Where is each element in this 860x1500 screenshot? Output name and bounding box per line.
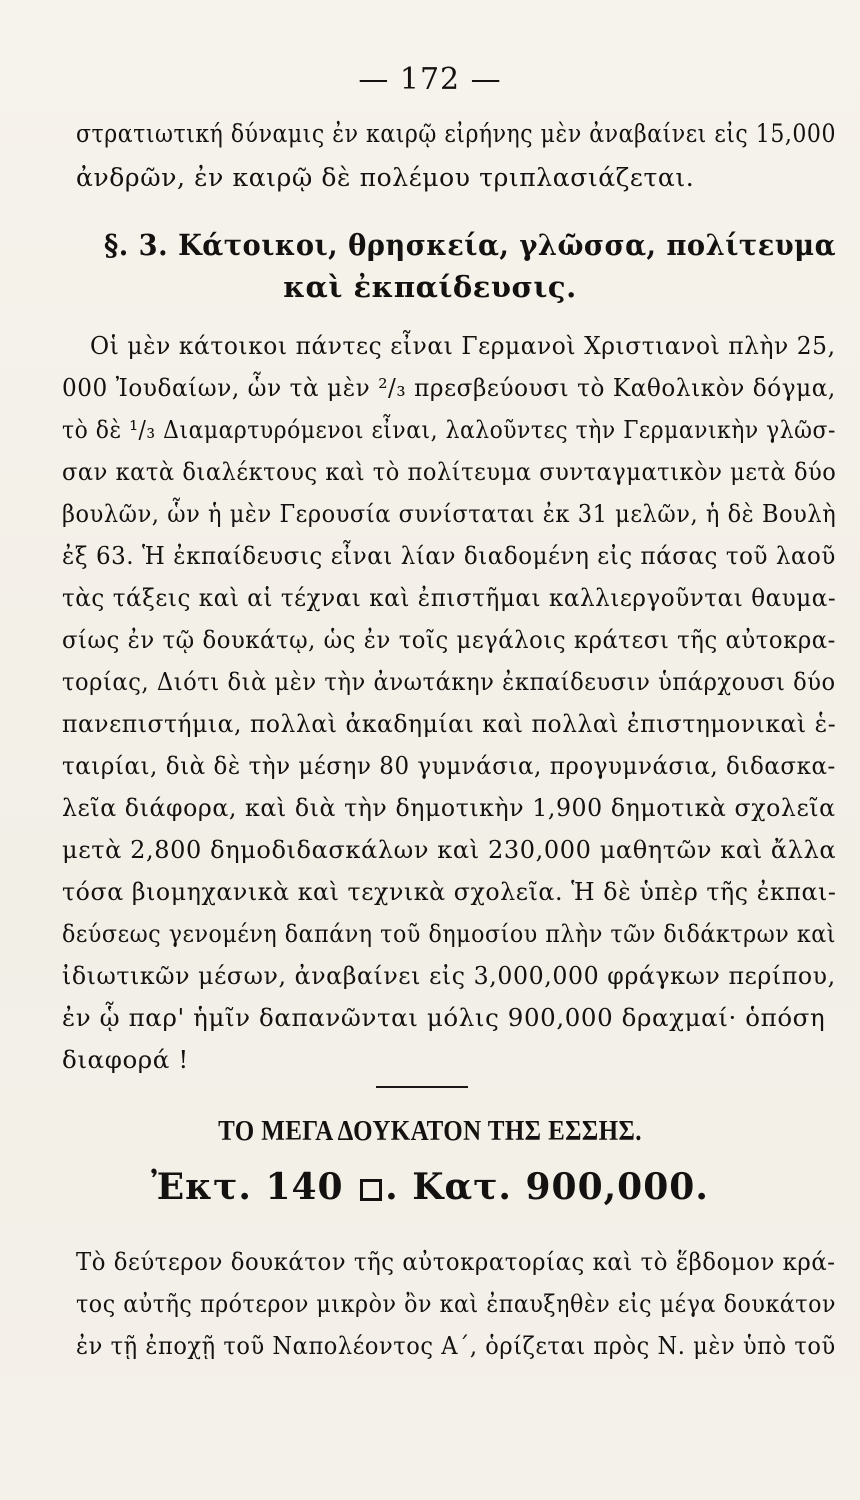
body-line: τορίας, Διότι διὰ μὲν τὴν ἀνωτάκην ἐκπαίδευσιν ὑπάρχουσι δύο <box>62 667 836 696</box>
body-line: δεύσεως γενομένη δαπάνη τοῦ δημοσίου πλὴν τῶν διδάκτρων καὶ <box>62 919 836 948</box>
section-heading-continued: καὶ ἐκπαίδευσις. <box>283 270 577 304</box>
intro-line: στρατιωτική δύναμις ἐν καιρῷ εἰρήνης μὲν ἀναβαίνει εἰς 15,000 <box>76 119 836 148</box>
body-line: τόσα βιομηχανικὰ καὶ τεχνικὰ σχολεῖα. Ἡ δὲ ὑπὲρ τῆς ἐκπαι- <box>62 877 837 906</box>
body-line: Τὸ δεύτερον δουκάτον τῆς αὐτοκρατορίας καὶ τὸ ἕβδομον κρά- <box>76 1247 836 1276</box>
body-line: σαν κατὰ διαλέκτους καὶ τὸ πολίτευμα συνταγματικὸν μετὰ δύο <box>62 457 837 486</box>
chapter-title: ΤΟ ΜΕΓΑ ΔΟΥΚΑΤΟΝ ΤΗΣ ΕΣΣΗΣ. <box>218 1116 642 1147</box>
body-line: βουλῶν, ὧν ἡ μὲν Γερουσία συνίσταται ἐκ 31 μελῶν, ἡ δὲ Βουλὴ <box>62 499 837 528</box>
body-line: τὸ δὲ ¹/₃ Διαμαρτυρόμενοι εἶναι, λαλοῦντες τὴν Γερμανικὴν γλῶσ- <box>62 415 836 444</box>
body-line: τος αὐτῆς πρότερον μικρὸν ὂν καὶ ἐπαυξηθὲν εἰς μέγα δουκάτον <box>76 1289 837 1318</box>
square-mile-icon <box>360 1179 382 1201</box>
body-line: ἰδιωτικῶν μέσων, ἀναβαίνει εἰς 3,000,000 φράγκων περίπου, <box>62 961 836 990</box>
body-line: τὰς τάξεις καὶ αἱ τέχναι καὶ ἐπιστῆμαι καλλιεργοῦνται θαυμα- <box>62 583 837 612</box>
intro-line: ἀνδρῶν, ἐν καιρῷ δὲ πολέμου τριπλασιάζεται. <box>76 163 695 192</box>
body-line: πανεπιστήμια, πολλαὶ ἀκαδημίαι καὶ πολλαὶ ἐπιστημονικαὶ ἑ- <box>62 709 837 738</box>
body-line: ταιρίαι, διὰ δὲ τὴν μέσην 80 γυμνάσια, προγυμνάσια, διδασκα- <box>62 751 836 780</box>
body-line: ἐν τῇ ἐποχῇ τοῦ Ναπολέοντος Α΄, ὁρίζεται πρὸς Ν. μὲν ὑπὸ τοῦ <box>76 1331 836 1360</box>
section-heading: §. 3. Κάτοικοι, θρησκεία, γλῶσσα, πολίτευμα <box>104 228 837 262</box>
body-line: λεῖα διάφορα, καὶ διὰ τὴν δημοτικὴν 1,900 δημοτικὰ σχολεῖα <box>62 793 836 822</box>
body-line: 000 Ἰουδαίων, ὧν τὰ μὲν ²/₃ πρεσβεύουσι τὸ Καθολικὸν δόγμα, <box>62 373 836 402</box>
population-label: . Κατ. 900,000. <box>385 1166 709 1208</box>
body-line: σίως ἐν τῷ δουκάτῳ, ὡς ἐν τοῖς μεγάλοις κράτεσι τῆς αὐτοκρα- <box>62 625 836 654</box>
section-divider-rule <box>376 1086 468 1088</box>
body-line: ἐν ᾧ παρ' ἡμῖν δαπανῶνται μόλις 900,000 δραχμαί· ὁπόση <box>62 1003 826 1032</box>
body-line: διαφορά ! <box>62 1045 189 1074</box>
body-line: ἐξ 63. Ἡ ἐκπαίδευσις εἶναι λίαν διαδομένη εἰς πάσας τοῦ λαοῦ <box>62 541 836 570</box>
body-line: μετὰ 2,800 δημοδιδασκάλων καὶ 230,000 μαθητῶν καὶ ἄλλα <box>62 835 837 864</box>
area-population-line <box>0 1166 860 1208</box>
body-line: Οἱ μὲν κάτοικοι πάντες εἶναι Γερμανοὶ Χριστιανοὶ πλὴν 25, <box>90 331 836 360</box>
area-label: Ἐκτ. 140 <box>151 1166 344 1208</box>
page-number: — 172 — <box>358 62 502 97</box>
